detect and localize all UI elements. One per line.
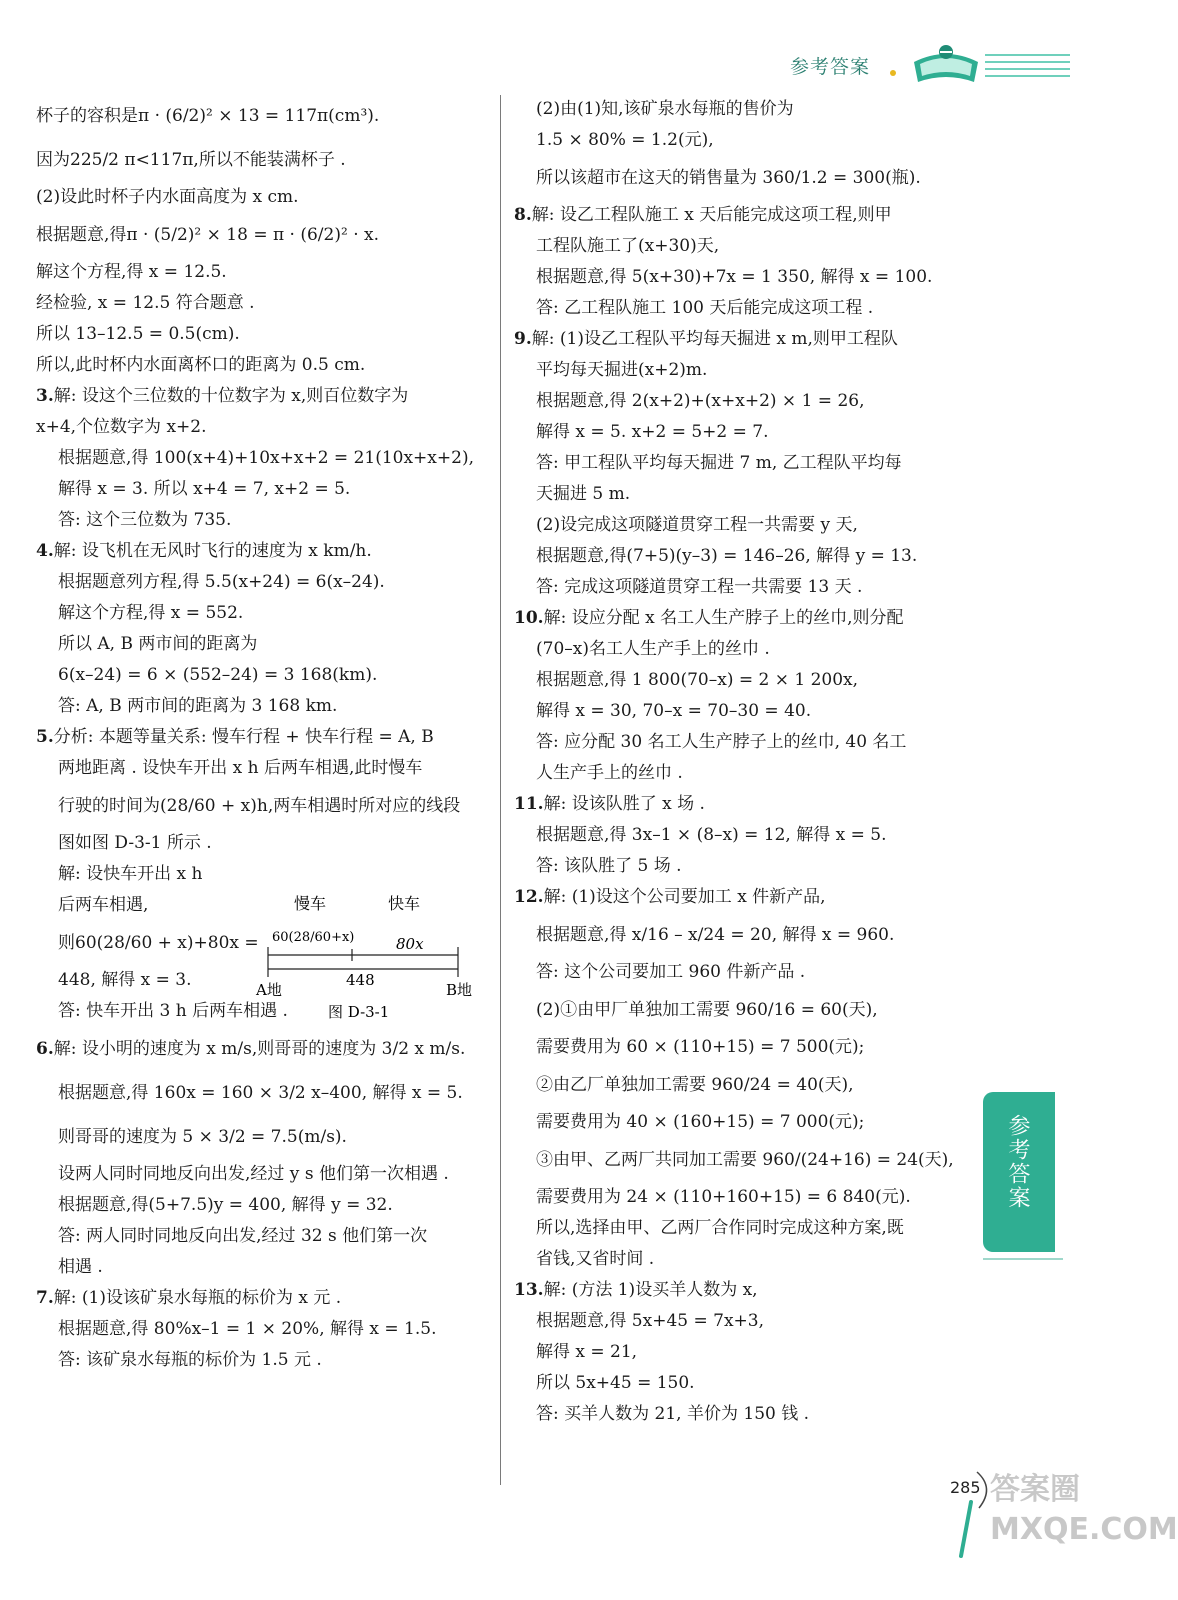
figure-point-b: B地	[446, 981, 473, 999]
right-line	[514, 696, 969, 727]
answer-text: 解: 设该队胜了 x 场 .	[543, 794, 705, 814]
answer-text: 解得 x = 3. 所以 x+4 = 7, x+2 = 5.	[58, 479, 351, 499]
answer-text: (2)①由甲厂单独加工需要 960/16 = 60(天),	[536, 1000, 878, 1020]
left-line	[36, 412, 498, 443]
answer-text: 解得 x = 30, 70–x = 70–30 = 40.	[536, 701, 812, 721]
right-line	[514, 200, 969, 231]
answer-text: 解: (1)设这个公司要加工 x 件新产品,	[543, 887, 826, 907]
answer-text: 因为225/2 π<117π,所以不能装满杯子 .	[36, 150, 346, 170]
left-line	[36, 1345, 498, 1376]
question-number: 9.	[514, 329, 532, 349]
answer-text: 解: 设这个三位数的十位数字为 x,则百位数字为	[53, 386, 409, 406]
left-line	[36, 94, 498, 138]
answer-text: 解得 x = 5. x+2 = 5+2 = 7.	[536, 422, 769, 442]
right-line	[514, 882, 969, 913]
answer-text: 根据题意,得 5(x+30)+7x = 1 350, 解得 x = 100.	[536, 267, 933, 287]
left-line	[36, 1159, 498, 1190]
figure-fast-label: 快车	[388, 894, 421, 913]
left-line	[36, 1252, 498, 1283]
left-line	[36, 1221, 498, 1252]
figure-fast-expr: 80x	[396, 935, 424, 953]
left-line	[36, 828, 498, 859]
left-line	[36, 443, 498, 474]
section-side-tab	[983, 1092, 1055, 1252]
answer-text: 经检验, x = 12.5 符合题意 .	[36, 293, 255, 313]
answer-text: 解得 x = 21,	[536, 1342, 638, 1362]
answer-text: 解这个方程,得 x = 12.5.	[36, 262, 227, 282]
right-column	[514, 94, 969, 1430]
right-line	[514, 293, 969, 324]
column-divider	[500, 95, 501, 1485]
answer-text: 答: 这个公司要加工 960 件新产品 .	[536, 962, 806, 982]
question-number: 8.	[514, 205, 532, 225]
answer-text: 答: 两人同时同地反向出发,经过 32 s 他们第一次	[58, 1226, 428, 1246]
answer-text: 需要费用为 24 × (110+160+15) = 6 840(元).	[536, 1187, 911, 1207]
right-line	[514, 448, 969, 479]
answer-text: 行驶的时间为(28/60 + x)h,两车相遇时所对应的线段	[58, 796, 461, 816]
right-line	[514, 913, 969, 957]
right-line	[514, 417, 969, 448]
right-line	[514, 1138, 969, 1182]
side-tab-label: 参考答案	[1005, 1114, 1030, 1210]
header-title: 参考答案	[790, 56, 871, 78]
left-line	[36, 784, 498, 828]
answer-text: 解: (1)设该矿泉水每瓶的标价为 x 元 .	[53, 1288, 342, 1308]
left-line	[36, 691, 498, 722]
book-logo-icon	[910, 42, 982, 88]
right-line	[514, 510, 969, 541]
side-tab-underline	[983, 1258, 1063, 1260]
left-line	[36, 257, 498, 288]
figure-slow-expr: 60(28/60+x)	[272, 930, 355, 945]
answer-text: 答: 快车开出 3 h 后两车相遇 .	[58, 1001, 288, 1021]
answer-text: (70–x)名工人生产手上的丝巾 .	[536, 639, 770, 659]
right-line	[514, 727, 969, 758]
answer-text: 平均每天掘进(x+2)m.	[536, 360, 708, 380]
right-line	[514, 1107, 969, 1138]
left-line	[36, 567, 498, 598]
right-line	[514, 231, 969, 262]
left-line	[36, 1071, 498, 1115]
right-line	[514, 355, 969, 386]
right-line	[514, 603, 969, 634]
answer-text: 所以,选择由甲、乙两厂合作同时完成这种方案,既	[536, 1218, 904, 1238]
question-number: 6.	[36, 1039, 54, 1059]
answer-text: 解这个方程,得 x = 552.	[58, 603, 244, 623]
answer-text: 所以 A, B 两市间的距离为	[58, 634, 258, 654]
answer-text: 答: 完成这项隧道贯穿工程一共需要 13 天 .	[536, 577, 863, 597]
left-line	[36, 474, 498, 505]
right-line	[514, 125, 969, 156]
question-number: 11.	[514, 794, 544, 814]
answer-text: 后两车相遇,	[58, 895, 149, 915]
answer-text: 答: 应分配 30 名工人生产脖子上的丝巾, 40 名工	[536, 732, 907, 752]
pen-icon	[955, 1500, 977, 1560]
answer-text: 答: 该矿泉水每瓶的标价为 1.5 元 .	[58, 1350, 322, 1370]
header-stripes	[985, 54, 1070, 84]
right-line	[514, 758, 969, 789]
right-line	[514, 324, 969, 355]
answer-text: 解: 设飞机在无风时飞行的速度为 x km/h.	[53, 541, 372, 561]
answer-text: 解: (1)设乙工程队平均每天掘进 x m,则甲工程队	[531, 329, 898, 349]
right-line	[514, 1244, 969, 1275]
left-line	[36, 536, 498, 567]
answer-text: 1.5 × 80% = 1.2(元),	[536, 130, 714, 150]
answer-text: 则60(28/60 + x)+80x =	[58, 933, 259, 953]
answer-text: 答: 乙工程队施工 100 天后能完成这项工程 .	[536, 298, 874, 318]
left-line	[36, 859, 498, 890]
left-line	[36, 1027, 498, 1071]
answer-text: 解: 设乙工程队施工 x 天后能完成这项工程,则甲	[531, 205, 892, 225]
answer-text: 根据题意,得 5x+45 = 7x+3,	[536, 1311, 765, 1331]
answer-text: 答: 买羊人数为 21, 羊价为 150 钱 .	[536, 1404, 810, 1424]
answer-text: 448, 解得 x = 3.	[58, 970, 192, 990]
answer-text: 所以该超市在这天的销售量为 360/1.2 = 300(瓶).	[536, 168, 921, 188]
left-line	[36, 753, 498, 784]
question-number: 3.	[36, 386, 54, 406]
answer-text: 答: 该队胜了 5 场 .	[536, 856, 682, 876]
answer-text: 杯子的容积是π · (6/2)² × 13 = 117π(cm³).	[36, 106, 380, 126]
left-line	[36, 505, 498, 536]
right-line	[514, 820, 969, 851]
right-line	[514, 94, 969, 125]
left-line	[36, 182, 498, 213]
question-number: 7.	[36, 1288, 54, 1308]
right-line	[514, 789, 969, 820]
answer-text: 图如图 D-3-1 所示 .	[58, 833, 212, 853]
answer-text: 根据题意,得(7+5)(y–3) = 146–26, 解得 y = 13.	[536, 546, 918, 566]
right-line	[514, 1337, 969, 1368]
question-number: 13.	[514, 1280, 544, 1300]
right-line	[514, 1399, 969, 1430]
figure-caption: 图 D-3-1	[328, 1003, 390, 1021]
right-line	[514, 1275, 969, 1306]
right-line	[514, 1368, 969, 1399]
right-line	[514, 665, 969, 696]
answer-text: 根据题意,得 100(x+4)+10x+x+2 = 21(10x+x+2),	[58, 448, 474, 468]
answer-text: 两地距离 . 设快车开出 x h 后两车相遇,此时慢车	[58, 758, 423, 778]
watermark: 答案圈 MXQE.COM	[990, 1472, 1178, 1547]
right-line	[514, 634, 969, 665]
right-line	[514, 851, 969, 882]
answer-text: 分析: 本题等量关系: 慢车行程 + 快车行程 = A, B	[53, 727, 434, 747]
right-line	[514, 1306, 969, 1337]
answer-text: 根据题意列方程,得 5.5(x+24) = 6(x–24).	[58, 572, 385, 592]
left-line	[36, 722, 498, 753]
left-line	[36, 629, 498, 660]
answer-text: x+4,个位数字为 x+2.	[36, 417, 207, 437]
answer-text: 设两人同时同地反向出发,经过 y s 他们第一次相遇 .	[58, 1164, 449, 1184]
right-line	[514, 1213, 969, 1244]
question-number: 12.	[514, 887, 544, 907]
left-line	[36, 1190, 498, 1221]
question-number: 5.	[36, 727, 54, 747]
figure-total: 448	[346, 971, 375, 989]
answer-text: ③由甲、乙两厂共同加工需要 960/(24+16) = 24(天),	[536, 1150, 954, 1170]
header-dot	[890, 70, 896, 76]
right-line	[514, 541, 969, 572]
right-line	[514, 957, 969, 988]
left-line	[36, 660, 498, 691]
figure-d-3-1	[256, 894, 492, 1025]
right-line	[514, 988, 969, 1032]
answer-text: 根据题意,得 1 800(70–x) = 2 × 1 200x,	[536, 670, 859, 690]
figure-slow-label: 慢车	[294, 894, 327, 913]
answer-text: 省钱,又省时间 .	[536, 1249, 655, 1269]
left-line	[36, 1115, 498, 1159]
answer-text: 则哥哥的速度为 5 × 3/2 = 7.5(m/s).	[58, 1127, 347, 1147]
left-line	[36, 1314, 498, 1345]
left-line	[36, 138, 498, 182]
answer-text: (2)设完成这项隧道贯穿工程一共需要 y 天,	[536, 515, 858, 535]
answer-text: 工程队施工了(x+30)天,	[536, 236, 720, 256]
figure-point-a: A地	[256, 981, 282, 999]
left-line	[36, 1283, 498, 1314]
answer-text: 答: 甲工程队平均每天掘进 7 m, 乙工程队平均每	[536, 453, 902, 473]
left-line	[36, 213, 498, 257]
answer-text: 根据题意,得(5+7.5)y = 400, 解得 y = 32.	[58, 1195, 393, 1215]
right-line	[514, 1063, 969, 1107]
answer-text: 答: 这个三位数为 735.	[58, 510, 232, 530]
left-column	[36, 94, 498, 1376]
answer-text: 所以 5x+45 = 150.	[536, 1373, 695, 1393]
answer-text: 答: A, B 两市间的距离为 3 168 km.	[58, 696, 338, 716]
answer-text: 根据题意,得 2(x+2)+(x+x+2) × 1 = 26,	[536, 391, 865, 411]
answer-text: 解: 设应分配 x 名工人生产脖子上的丝巾,则分配	[543, 608, 904, 628]
answer-text: 相遇 .	[58, 1257, 103, 1277]
right-line	[514, 156, 969, 200]
page-number: 285	[950, 1478, 981, 1497]
right-line	[514, 262, 969, 293]
answer-text: 根据题意,得 80%x–1 = 1 × 20%, 解得 x = 1.5.	[58, 1319, 437, 1339]
right-line	[514, 572, 969, 603]
left-line	[36, 319, 498, 350]
answer-text: ②由乙厂单独加工需要 960/24 = 40(天),	[536, 1075, 854, 1095]
left-line	[36, 350, 498, 381]
answer-text: 人生产手上的丝巾 .	[536, 763, 683, 783]
answer-text: 根据题意,得 3x–1 × (8–x) = 12, 解得 x = 5.	[536, 825, 887, 845]
answer-text: (2)由(1)知,该矿泉水每瓶的售价为	[536, 99, 794, 119]
right-line	[514, 479, 969, 510]
answer-text: 根据题意,得π · (5/2)² × 18 = π · (6/2)² · x.	[36, 225, 379, 245]
answer-text: 根据题意,得 x/16 – x/24 = 20, 解得 x = 960.	[536, 925, 895, 945]
answer-text: (2)设此时杯子内水面高度为 x cm.	[36, 187, 299, 207]
answer-text: 解: 设小明的速度为 x m/s,则哥哥的速度为 3/2 x m/s.	[53, 1039, 466, 1059]
answer-text: 所以 13–12.5 = 0.5(cm).	[36, 324, 240, 344]
answer-text: 解: 设快车开出 x h	[58, 864, 203, 884]
answer-text: 根据题意,得 160x = 160 × 3/2 x–400, 解得 x = 5.	[58, 1083, 463, 1103]
left-line	[36, 288, 498, 319]
answer-text: 6(x–24) = 6 × (552–24) = 3 168(km).	[58, 665, 378, 685]
page-header	[0, 0, 1083, 100]
question-number: 10.	[514, 608, 544, 628]
left-line	[36, 381, 498, 412]
answer-text: 需要费用为 40 × (160+15) = 7 000(元);	[536, 1112, 865, 1132]
right-line	[514, 1182, 969, 1213]
right-line	[514, 1032, 969, 1063]
left-line	[36, 598, 498, 629]
answer-text: 所以,此时杯内水面离杯口的距离为 0.5 cm.	[36, 355, 366, 375]
answer-text: 解: (方法 1)设买羊人数为 x,	[543, 1280, 758, 1300]
answer-text: 天掘进 5 m.	[536, 484, 631, 504]
question-number: 4.	[36, 541, 54, 561]
right-line	[514, 386, 969, 417]
answer-text: 需要费用为 60 × (110+15) = 7 500(元);	[536, 1037, 865, 1057]
